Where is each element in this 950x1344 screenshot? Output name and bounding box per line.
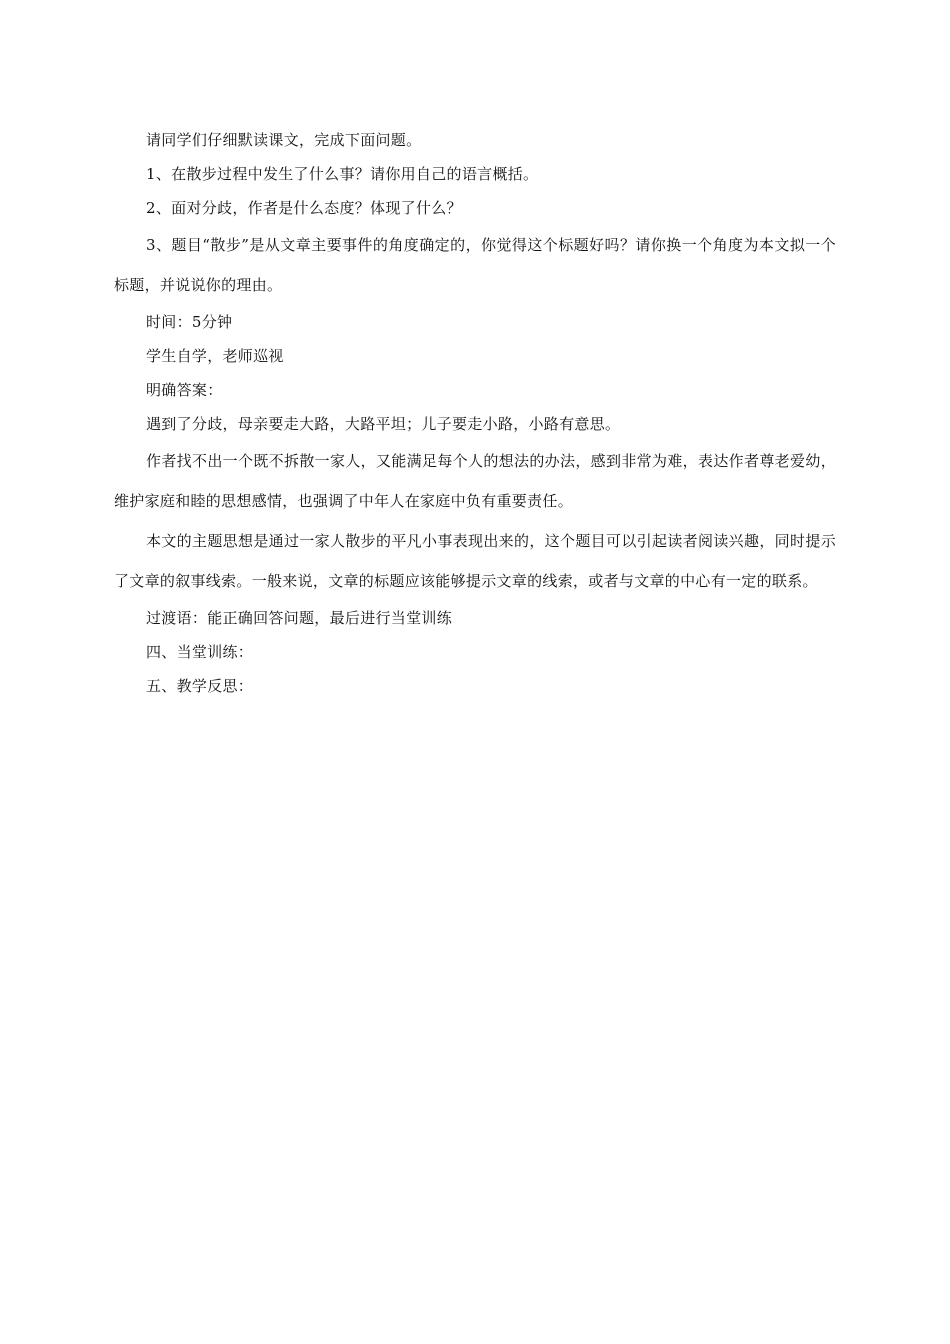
question-3: 3、题目“散步”是从文章主要事件的角度确定的，你觉得这个标题好吗？请你换一个角度为本文拟一个标题，并说说你的理由。 [114, 236, 836, 294]
self-study-note: 学生自学，老师巡视 [146, 347, 284, 365]
transition-note: 过渡语：能正确回答问题，最后进行当堂训练 [146, 609, 453, 627]
question-1: 1、在散步过程中发生了什么事？请你用自己的语言概括。 [146, 165, 539, 183]
section-five-heading: 五、教学反思： [146, 677, 254, 695]
section-four-heading: 四、当堂训练： [146, 643, 254, 661]
instruction-paragraph: 请同学们仔细默读课文，完成下面问题。 [146, 131, 422, 149]
time-note: 时间：5分钟 [146, 313, 233, 331]
answer-heading: 明确答案： [146, 381, 223, 399]
question-2: 2、面对分歧，作者是什么态度？体现了什么？ [146, 199, 462, 217]
answer-1: 遇到了分歧，母亲要走大路，大路平坦；儿子要走小路，小路有意思。 [146, 415, 621, 433]
answer-2: 作者找不出一个既不拆散一家人，又能满足每个人的想法的办法，感到非常为难，表达作者尊老爱幼，维护家庭和睦的思想感情，也强调了中年人在家庭中负有重要责任。 [114, 452, 836, 510]
document-body [114, 123, 836, 703]
answer-3: 本文的主题思想是通过一家人散步的平凡小事表现出来的，这个题目可以引起读者阅读兴趣，同时提示了文章的叙事线索。一般来说，文章的标题应该能够提示文章的线索，或者与文章的中心有一定的联系。 [114, 532, 836, 590]
